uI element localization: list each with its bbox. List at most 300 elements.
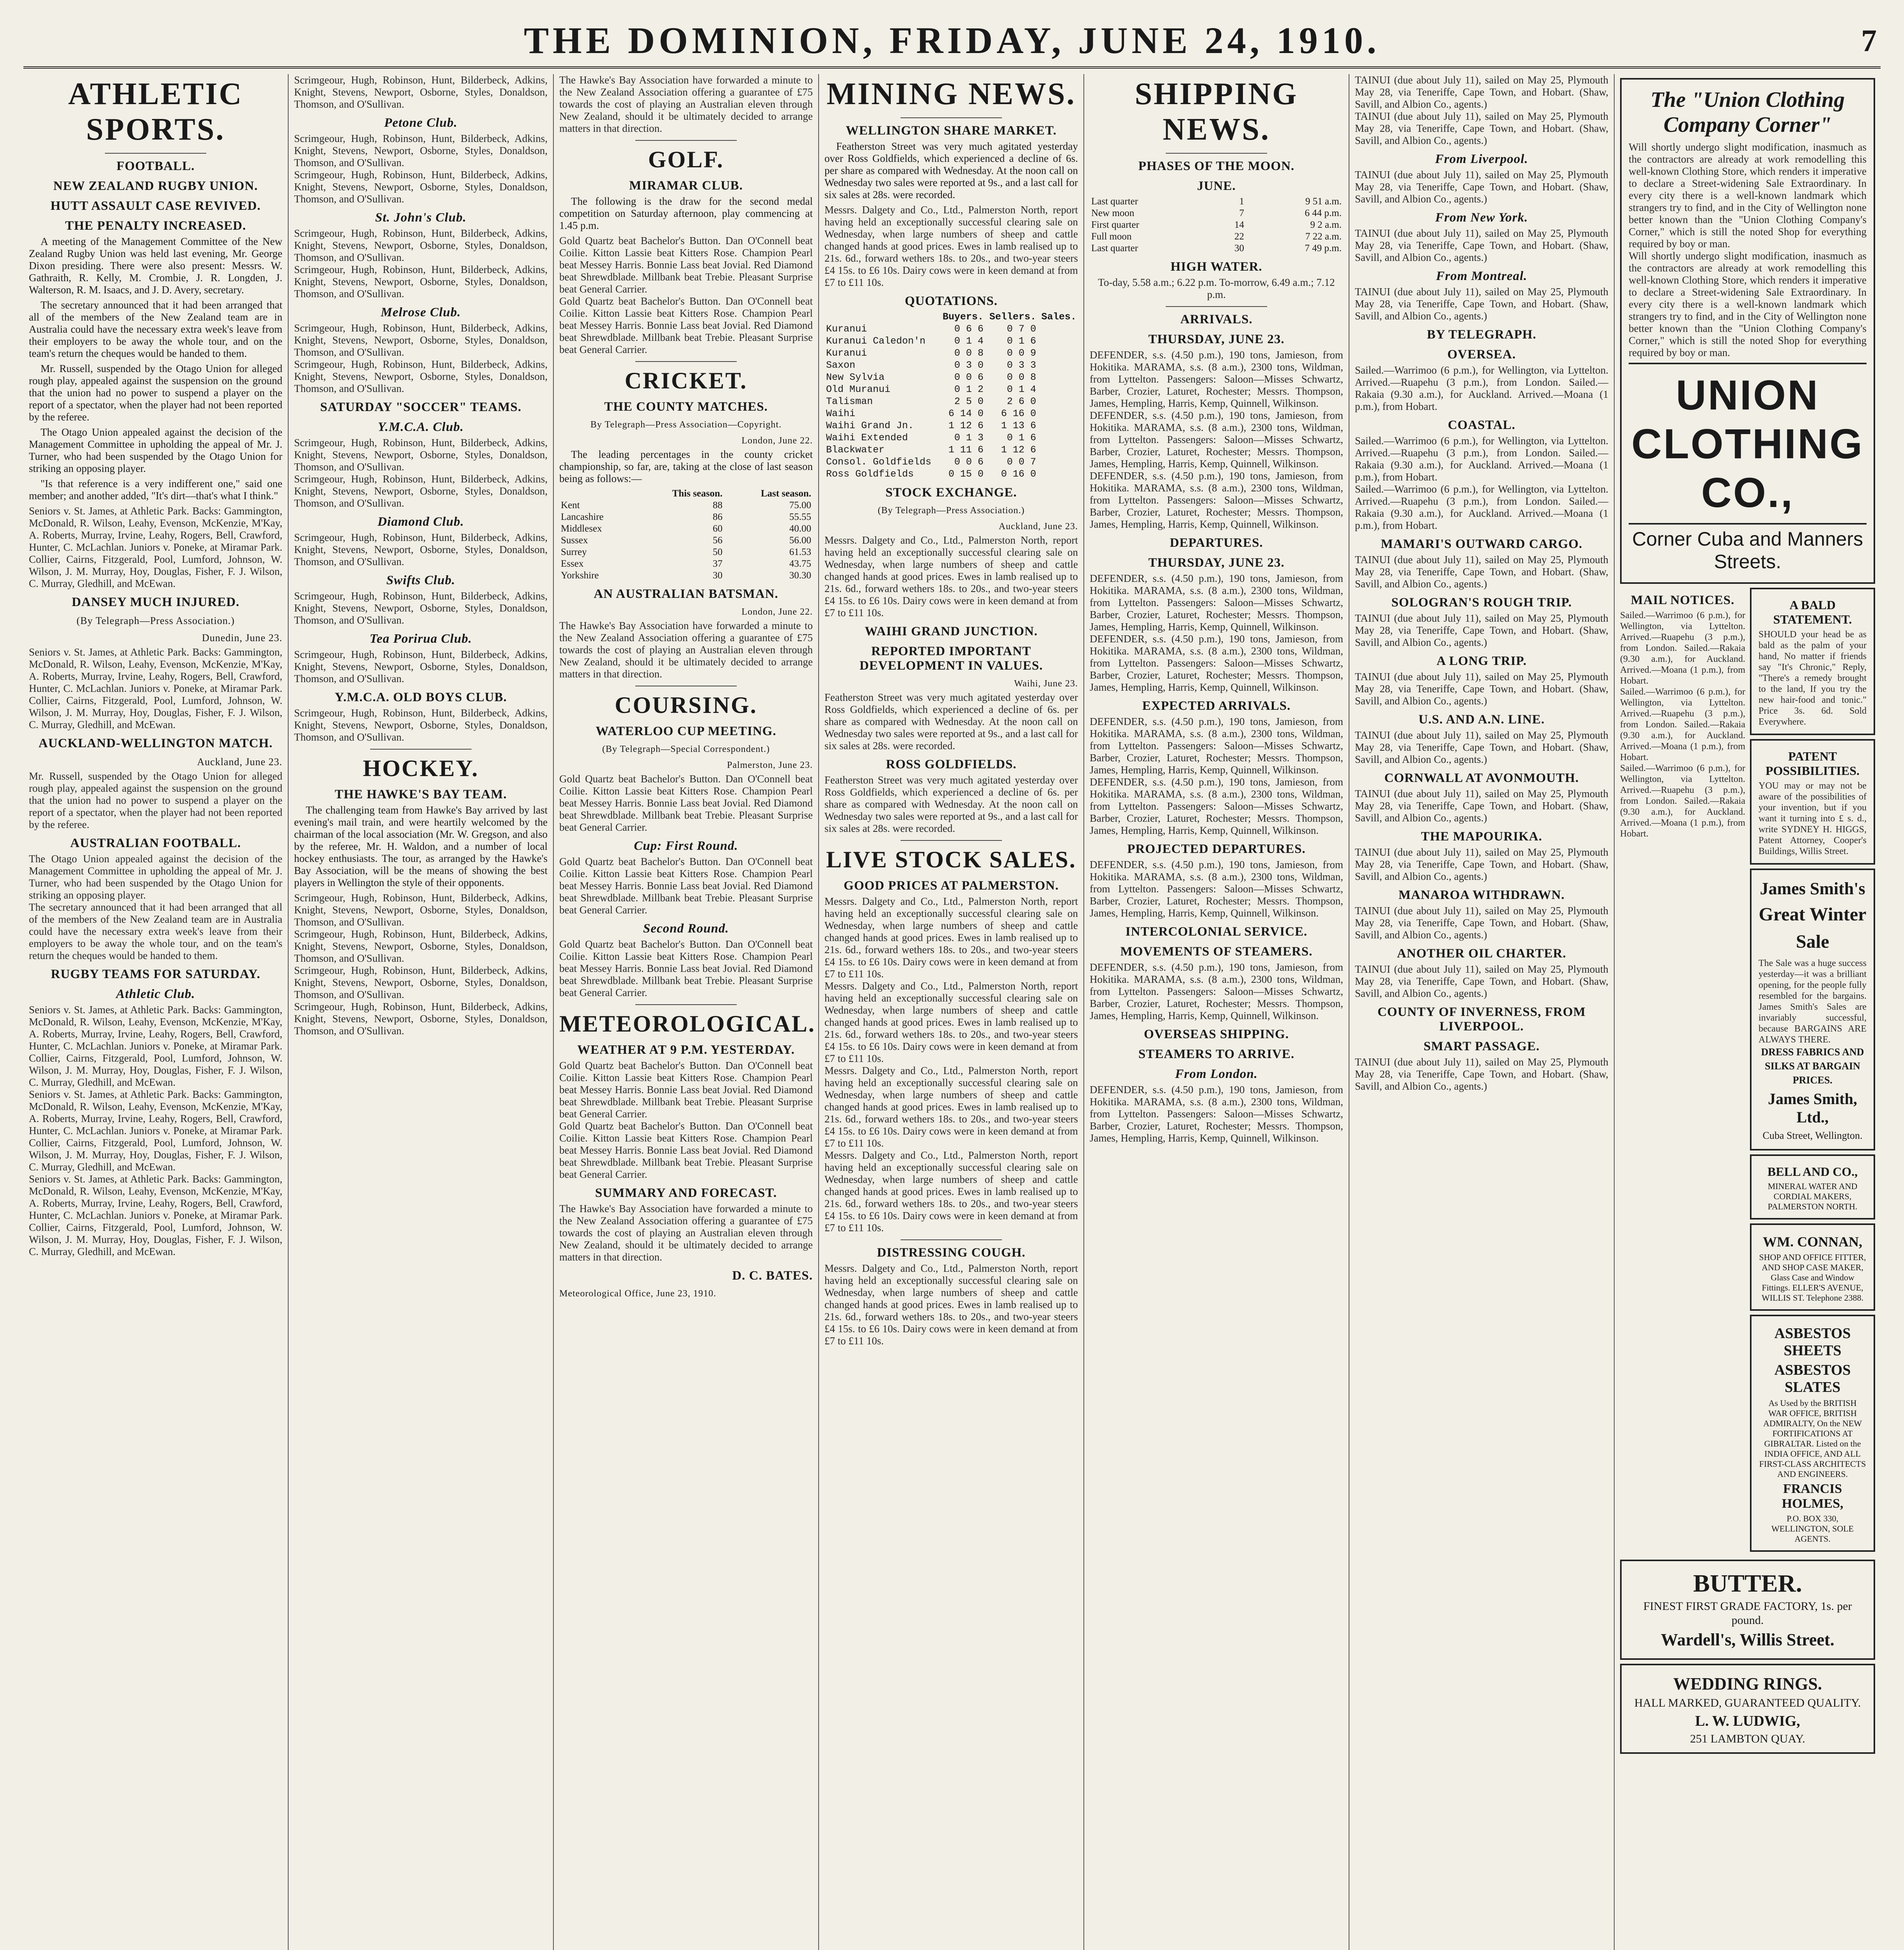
- mail-notices: [1620, 588, 1745, 1556]
- article-text: DEFENDER, s.s. (4.50 p.m.), 190 tons, Jamieson, from Hokitika. MARAMA, s.s. (8 a.m.), 2300 tons, Wildman, from Lyttelton. Passengers: Saloon—Misses Schwartz, Barber, Crozier, Laturet, Rochester; Messrs. Thompson, James, Hempling, Harris, Kemp, Quinnell, Wilkinson.: [1090, 859, 1343, 919]
- table-cell: Essex: [561, 558, 584, 569]
- article-text: DEFENDER, s.s. (4.50 p.m.), 190 tons, Jamieson, from Hokitika. MARAMA, s.s. (8 a.m.), 2300 tons, Wildman, from Lyttelton. Passengers: Saloon—Misses Schwartz, Barber, Crozier, Laturet, Rochester; Messrs. Thompson, James, Hempling, Harris, Kemp, Quinnell, Wilkinson.: [1090, 633, 1343, 693]
- table-row: [824, 420, 1078, 432]
- article-text: DEFENDER, s.s. (4.50 p.m.), 190 tons, Jamieson, from Hokitika. MARAMA, s.s. (8 a.m.), 2300 tons, Wildman, from Lyttelton. Passengers: Saloon—Misses Schwartz, Barber, Crozier, Laturet, Rochester; Messrs. Thompson, James, Hempling, Harris, Kemp, Quinnell, Wilkinson.: [1090, 961, 1343, 1021]
- article-text: DEFENDER, s.s. (4.50 p.m.), 190 tons, Jamieson, from Hokitika. MARAMA, s.s. (8 a.m.), 2300 tons, Wildman, from Lyttelton. Passengers: Saloon—Misses Schwartz, Barber, Crozier, Laturet, Rochester; Messrs. Thompson, James, Hempling, Harris, Kemp, Quinnell, Wilkinson.: [1090, 716, 1343, 776]
- table-cell: Waihi Grand Jn.: [826, 420, 914, 431]
- table-cell: 0 3 3: [1007, 360, 1036, 371]
- section-heading: CRICKET.: [624, 368, 748, 394]
- ad-company-name: L. W. LUDWIG,: [1695, 1713, 1800, 1729]
- subheading: Petone Club.: [384, 116, 457, 130]
- article-text: TAINUI (due about July 11), sailed on May 25, Plymouth May 28, via Teneriffe, Cape Town, and Hobart. (Shaw, Savill, and Albion Co., agents.): [1355, 110, 1608, 146]
- divider: [370, 749, 472, 750]
- subheading: COUNTY OF INVERNESS, FROM LIVERPOOL.: [1377, 1005, 1586, 1034]
- article-text: Messrs. Dalgety and Co., Ltd., Palmerston North, report having held an exceptionally successful clearing sale on Wednesday, when large numbers of sheep and cattle changed hands at good prices. Ewes in lamb realised up to 21s. 6d., forward wethers 18s. to 20s., and two-year steers £4 15s. to £6 10s. Dairy cows were in keen demand at from £7 to £11 10s.: [824, 204, 1078, 288]
- table-header: Last season.: [761, 488, 811, 499]
- section-heading: SHIPPING NEWS.: [1135, 77, 1298, 147]
- subheading: PROJECTED DEPARTURES.: [1127, 842, 1306, 856]
- ad-headline: A BALD STATEMENT.: [1773, 598, 1852, 626]
- table-cell: Sussex: [561, 535, 588, 546]
- dateline: London, June 22.: [741, 436, 813, 446]
- article-text: Scrimgeour, Hugh, Robinson, Hunt, Bilderbeck, Adkins, Knight, Stevens, Newport, Osborne, Styles, Donaldson, Thomson, and O'Sullivan.: [294, 532, 548, 567]
- column-sport-teams: [289, 74, 554, 1950]
- article-text: Gold Quartz beat Bachelor's Button. Dan O'Connell beat Coilie. Kitton Lassie beat Kitters Rose. Champion Pearl beat Messey Harris. Bonnie Lass beat Jovial. Red Diamond beat Shrewdblade. Millbank beat Trebie. Pleasant Surprise beat General Carrier.: [559, 856, 813, 916]
- article-text: Scrimgeour, Hugh, Robinson, Hunt, Bilderbeck, Adkins, Knight, Stevens, Newport, Osborne, Styles, Donaldson, Thomson, and O'Sullivan.: [294, 473, 548, 509]
- subheading: Tea Porirua Club.: [369, 632, 472, 646]
- subheading: PHASES OF THE MOON.: [1138, 159, 1295, 173]
- table-cell: 0 1 6: [1007, 432, 1036, 443]
- article-text: DEFENDER, s.s. (4.50 p.m.), 190 tons, Jamieson, from Hokitika. MARAMA, s.s. (8 a.m.), 2300 tons, Wildman, from Lyttelton. Passengers: Saloon—Misses Schwartz, Barber, Crozier, Laturet, Rochester; Messrs. Thompson, James, Hempling, Harris, Kemp, Quinnell, Wilkinson.: [1090, 349, 1343, 409]
- article-text: Scrimgeour, Hugh, Robinson, Hunt, Bilderbeck, Adkins, Knight, Stevens, Newport, Osborne, Styles, Donaldson, Thomson, and O'Sullivan.: [294, 169, 548, 205]
- divider: [635, 1004, 737, 1005]
- article-text: TAINUI (due about July 11), sailed on May 25, Plymouth May 28, via Teneriffe, Cape Town, and Hobart. (Shaw, Savill, and Albion Co., agents.): [1355, 846, 1608, 882]
- subheading: SOLOGRAN'S ROUGH TRIP.: [1391, 596, 1572, 610]
- table-row: [824, 383, 1078, 395]
- article-text: Messrs. Dalgety and Co., Ltd., Palmerston North, report having held an exceptionally successful clearing sale on Wednesday, when large numbers of sheep and cattle changed hands at good prices. Ewes in lamb realised up to 21s. 6d., forward wethers 18s. to 20s., and two-year steers £4 15s. to £6 10s. Dairy cows were in keen demand at from £7 to £11 10s.: [824, 1065, 1078, 1149]
- article-text: The Hawke's Bay Association have forwarded a minute to the New Zealand Association offering a guarantee of £75 towards the cost of playing an Australian eleven through New Zealand, should it be ultimately decided to arrange matters in that direction.: [559, 74, 813, 134]
- ad-headline: BELL AND CO.,: [1767, 1165, 1858, 1179]
- table-cell: 30: [1234, 243, 1244, 254]
- ad-headline: Great Winter Sale: [1759, 904, 1867, 952]
- table-header: Buyers.: [942, 311, 984, 323]
- subheading: Y.M.C.A. OLD BOYS CLUB.: [335, 690, 507, 704]
- signature: D. C. BATES.: [732, 1269, 813, 1283]
- ad-company-name: Wardell's, Willis Street.: [1661, 1630, 1835, 1649]
- dateline: Auckland, June 23.: [998, 521, 1078, 532]
- table-cell: Waihi: [826, 408, 856, 419]
- table-cell: Saxon: [826, 360, 856, 371]
- subheading: DANSEY MUCH INJURED.: [71, 595, 240, 609]
- masthead: [23, 8, 1881, 69]
- dateline: (By Telegraph—Press Association.): [76, 615, 235, 626]
- dateline: London, June 22.: [741, 607, 813, 617]
- subheading: FOOTBALL.: [116, 159, 195, 173]
- table-cell: Surrey: [561, 547, 587, 557]
- article-text: Sailed.—Warrimoo (6 p.m.), for Wellington, via Lyttelton. Arrived.—Ruapehu (3 p.m.), from London. Sailed.—Rakaia (9.30 a.m.), for Auckland. Arrived.—Moana (1 p.m.), from Hobart.: [1620, 687, 1745, 762]
- table-cell: [1038, 323, 1078, 335]
- table-cell: 0 1 4: [1007, 384, 1036, 395]
- table-cell: Last quarter: [1091, 196, 1138, 207]
- subheading: ARRIVALS.: [1180, 312, 1253, 326]
- table-row: [559, 546, 813, 558]
- ad-headline: WEDDING RINGS.: [1673, 1674, 1822, 1693]
- table-row: [1090, 231, 1343, 243]
- subheading: Second Round.: [643, 922, 729, 936]
- ad-headline: ASBESTOS SLATES: [1774, 1362, 1851, 1395]
- ad-company-name: UNION CLOTHING CO.,: [1629, 363, 1867, 525]
- table-row: [559, 570, 813, 581]
- dateline: Auckland, June 23.: [197, 756, 282, 768]
- divider: [901, 117, 1002, 118]
- article-text: DEFENDER, s.s. (4.50 p.m.), 190 tons, Jamieson, from Hokitika. MARAMA, s.s. (8 a.m.), 2300 tons, Wildman, from Lyttelton. Passengers: Saloon—Misses Schwartz, Barber, Crozier, Laturet, Rochester; Messrs. Thompson, James, Hempling, Harris, Kemp, Quinnell, Wilkinson.: [1090, 470, 1343, 530]
- dateline: By Telegraph—Press Association—Copyright.: [590, 420, 782, 430]
- subheading: U.S. AND A.N. LINE.: [1418, 713, 1545, 727]
- ad-side: [1750, 588, 1875, 1556]
- subheading: Swifts Club.: [386, 573, 456, 587]
- table-cell: 0 6 6: [954, 323, 984, 335]
- article-text: Messrs. Dalgety and Co., Ltd., Palmerston North, report having held an exceptionally successful clearing sale on Wednesday, when large numbers of sheep and cattle changed hands at good prices. Ewes in lamb realised up to 21s. 6d., forward wethers 18s. to 20s., and two-year steers £4 15s. to £6 10s. Dairy cows were in keen demand at from £7 to £11 10s.: [824, 1149, 1078, 1234]
- table-header: [559, 488, 635, 500]
- divider: [901, 1239, 1002, 1240]
- ad-company-name: James Smith, Ltd.,: [1768, 1090, 1857, 1126]
- table-cell: 0 0 9: [1007, 347, 1036, 359]
- subheading: MAIL NOTICES.: [1631, 593, 1735, 607]
- subheading: AUSTRALIAN FOOTBALL.: [70, 836, 241, 850]
- table-cell: [1038, 444, 1078, 456]
- article-text: Gold Quartz beat Bachelor's Button. Dan O'Connell beat Coilie. Kitton Lassie beat Kitters Rose. Champion Pearl beat Messey Harris. Bonnie Lass beat Jovial. Red Diamond beat Shrewdblade. Millbank beat Trebie. Pleasant Surprise beat General Carrier.: [559, 938, 813, 998]
- article-text: Featherston Street was very much agitated yesterday over Ross Goldfields, which experienced a decline of 6s. per share as compared with Wednesday. At the noon call on Wednesday two sales were reported at 9s., and a last call for six sales at 28s. were recorded.: [824, 774, 1078, 834]
- table-header-row: [559, 488, 813, 500]
- ad-headline: James Smith's: [1760, 879, 1865, 898]
- table-cell: 1: [1239, 196, 1244, 207]
- article-text: TAINUI (due about July 11), sailed on May 25, Plymouth May 28, via Teneriffe, Cape Town, and Hobart. (Shaw, Savill, and Albion Co., agents.): [1355, 74, 1608, 110]
- subheading: RUGBY TEAMS FOR SATURDAY.: [51, 967, 261, 981]
- article-text: Scrimgeour, Hugh, Robinson, Hunt, Bilderbeck, Adkins, Knight, Stevens, Newport, Osborne, Styles, Donaldson, Thomson, and O'Sullivan.: [294, 590, 548, 626]
- column-athletic-sports: [23, 74, 289, 1950]
- table-header: Sales.: [1041, 311, 1076, 323]
- table-row: [824, 408, 1078, 420]
- table-cell: 9 2 a.m.: [1310, 220, 1342, 230]
- table-cell: 0 0 8: [954, 347, 984, 359]
- moon-table: [1090, 196, 1343, 254]
- table-cell: 6 14 0: [948, 408, 984, 419]
- ad-wedding-rings: [1620, 1664, 1875, 1754]
- subheading: DISTRESSING COUGH.: [877, 1246, 1026, 1260]
- table-cell: 1 12 6: [1001, 444, 1036, 456]
- section-heading: HOCKEY.: [363, 755, 479, 781]
- subheading: JUNE.: [1197, 179, 1236, 193]
- divider: [1166, 306, 1267, 307]
- table-cell: 0 7 0: [1007, 323, 1036, 335]
- subheading: BY TELEGRAPH.: [1427, 328, 1537, 342]
- subheading: SMART PASSAGE.: [1424, 1039, 1540, 1053]
- subheading: THURSDAY, JUNE 23.: [1148, 556, 1285, 570]
- divider: [635, 361, 737, 362]
- article-text: Featherston Street was very much agitated yesterday over Ross Goldfields, which experienced a decline of 6s. per share as compared with Wednesday. At the noon call on Wednesday two sales were reported at 9s., and a last call for six sales at 28s. were recorded.: [824, 691, 1078, 752]
- article-paragraph: "Is that reference is a very indifferent one," said one member; and another added, "It's dirt—that's what I think.": [29, 478, 282, 502]
- subheading: SUMMARY AND FORECAST.: [595, 1186, 777, 1200]
- article-text: TAINUI (due about July 11), sailed on May 25, Plymouth May 28, via Teneriffe, Cape Town, and Hobart. (Shaw, Savill, and Albion Co., agents.): [1355, 905, 1608, 941]
- article-text: TAINUI (due about July 11), sailed on May 25, Plymouth May 28, via Teneriffe, Cape Town, and Hobart. (Shaw, Savill, and Albion Co., agents.): [1355, 1056, 1608, 1092]
- ad-text: Will shortly undergo slight modification, inasmuch as the contractors are already at work remodelling this well-known Clothing Store, which renders it imperative to declare a Street-widening Sale Extraordinary. In every city there is a well-known landmark which strangers try to find, and in the City of Wellington none better known than the "Union Clothing Company's Corner," which is still the noted Shop for everything required by boy or man.: [1629, 141, 1867, 250]
- article-text: Seniors v. St. James, at Athletic Park. Backs: Gammington, McDonald, R. Wilson, Leahy, Evenson, McKenzie, M'Kay, A. Roberts, Murray, Irvine, Leahy, Rogers, Bell, Crawford, Hunter, C. McLachlan. Juniors v. Poneke, at Miramar Park. Collier, Cairns, Fitzgerald, Pool, Lumford, Johnson, W. Wilson, J. M. Murray, Hoy, Douglas, Fisher, F. J. Wilson, C. Murray, Gledhill, and McEwan.: [29, 1173, 282, 1257]
- subheading: AUCKLAND-WELLINGTON MATCH.: [38, 736, 273, 750]
- article-text: Gold Quartz beat Bachelor's Button. Dan O'Connell beat Coilie. Kitton Lassie beat Kitters Rose. Champion Pearl beat Messey Harris. Bonnie Lass beat Jovial. Red Diamond beat Shrewdblade. Millbank beat Trebie. Pleasant Surprise beat General Carrier.: [559, 1060, 813, 1120]
- ad-text: SHOULD your head be as bald as the palm of your hand, No matter if friends say "It's Chronic," Reply, "There's a remedy brought to the land, If you try the new hair-food and tonic." Price 3s. 6d. Sold Everywhere.: [1759, 629, 1867, 727]
- article-text: Sailed.—Warrimoo (6 p.m.), for Wellington, via Lyttelton. Arrived.—Ruapehu (3 p.m.), from London. Sailed.—Rakaia (9.30 a.m.), for Auckland. Arrived.—Moana (1 p.m.), from Hobart.: [1620, 763, 1745, 839]
- table-cell: [1038, 420, 1078, 432]
- article-text: Scrimgeour, Hugh, Robinson, Hunt, Bilderbeck, Adkins, Knight, Stevens, Newport, Osborne, Styles, Donaldson, Thomson, and O'Sullivan.: [294, 707, 548, 743]
- subheading: THE MAPOURIKA.: [1421, 830, 1542, 844]
- table-row: [559, 523, 813, 535]
- subheading: SATURDAY "SOCCER" TEAMS.: [320, 400, 522, 414]
- subheading: ROSS GOLDFIELDS.: [886, 757, 1017, 771]
- table-cell: 2 5 0: [954, 396, 984, 407]
- table-cell: 61.53: [789, 547, 811, 557]
- article-text: TAINUI (due about July 11), sailed on May 25, Plymouth May 28, via Teneriffe, Cape Town, and Hobart. (Shaw, Savill, and Albion Co., agents.): [1355, 554, 1608, 590]
- article-text: Scrimgeour, Hugh, Robinson, Hunt, Bilderbeck, Adkins, Knight, Stevens, Newport, Osborne, Styles, Donaldson, Thomson, and O'Sullivan.: [294, 74, 548, 110]
- subheading: COASTAL.: [1448, 418, 1516, 432]
- article-text: Mr. Russell, suspended by the Otago Union for alleged rough play, appealed against the suspension on the ground that the union had no power to suspend a player on the report of a spectator, when the player had not been reported by the referee.: [29, 770, 282, 830]
- table-cell: Waihi Extended: [826, 432, 908, 443]
- page-title: THE DOMINION, FRIDAY, JUNE 24, 1910.: [524, 20, 1380, 61]
- dateline: Waihi, June 23.: [1014, 679, 1078, 689]
- table-cell: 0 15 0: [948, 468, 984, 480]
- section-heading: LIVE STOCK SALES.: [826, 847, 1076, 872]
- subheading: Athletic Club.: [116, 987, 195, 1001]
- subheading: HIGH WATER.: [1170, 260, 1262, 274]
- table-row: [824, 444, 1078, 456]
- article-text: Sailed.—Warrimoo (6 p.m.), for Wellington, via Lyttelton. Arrived.—Ruapehu (3 p.m.), from London. Sailed.—Rakaia (9.30 a.m.), for Auckland. Arrived.—Moana (1 p.m.), from Hobart.: [1355, 435, 1608, 483]
- table-cell: Kuranui Caledon'n: [826, 335, 926, 347]
- table-cell: [1038, 468, 1078, 480]
- table-row: [1090, 207, 1343, 219]
- ad-text: As Used by the BRITISH WAR OFFICE, BRITISH ADMIRALTY, On the NEW FORTIFICATIONS AT GIBRALTAR. Listed on the INDIA OFFICE, AND ALL FIRST-CLASS ARCHITECTS AND ENGINEERS.: [1759, 1398, 1866, 1479]
- article-text: TAINUI (due about July 11), sailed on May 25, Plymouth May 28, via Teneriffe, Cape Town, and Hobart. (Shaw, Savill, and Albion Co., agents.): [1355, 169, 1608, 205]
- table-cell: 0 1 6: [1007, 335, 1036, 347]
- table-cell: 1 11 6: [948, 444, 984, 456]
- subheading: THE PENALTY INCREASED.: [65, 219, 246, 233]
- article-text: Seniors v. St. James, at Athletic Park. Backs: Gammington, McDonald, R. Wilson, Leahy, Evenson, McKenzie, M'Kay, A. Roberts, Murray, Irvine, Leahy, Rogers, Bell, Crawford, Hunter, C. McLachlan. Juniors v. Poneke, at Miramar Park. Collier, Cairns, Fitzgerald, Pool, Lumford, Johnson, W. Wilson, J. M. Murray, Hoy, Douglas, Fisher, F. J. Wilson, C. Murray, Gledhill, and McEwan.: [29, 1004, 282, 1088]
- table-cell: [1038, 408, 1078, 420]
- table-cell: 86: [713, 512, 723, 522]
- subheading: OVERSEA.: [1447, 347, 1516, 362]
- table-cell: Yorkshire: [561, 570, 599, 581]
- quotations-table: [824, 311, 1078, 480]
- article-paragraph: The following is the draw for the second medal competition on Saturday afternoon, play commencing at 1.45 p.m.: [559, 195, 813, 231]
- dateline: (By Telegraph—Special Correspondent.): [602, 744, 770, 754]
- article-paragraph: The challenging team from Hawke's Bay arrived by last evening's mail train, and were heartily welcomed by the chairman of the local association (Mr. W. Gregson, and also by the referee, Mr. H. Waldon, and a number of local hockey enthusiasts. The tour, as arranged by the Hawke's Bay Association, will be the means of showing the best players in Wellington the style of their opponents.: [294, 804, 548, 888]
- table-cell: 14: [1234, 220, 1244, 230]
- article-text: Scrimgeour, Hugh, Robinson, Hunt, Bilderbeck, Adkins, Knight, Stevens, Newport, Osborne, Styles, Donaldson, Thomson, and O'Sullivan.: [294, 358, 548, 394]
- ad-row: [1620, 588, 1875, 1556]
- article-text: Gold Quartz beat Bachelor's Button. Dan O'Connell beat Coilie. Kitton Lassie beat Kitters Rose. Champion Pearl beat Messey Harris. Bonnie Lass beat Jovial. Red Diamond beat Shrewdblade. Millbank beat Trebie. Pleasant Surprise beat General Carrier.: [559, 1120, 813, 1180]
- subheading: HUTT ASSAULT CASE REVIVED.: [50, 199, 261, 213]
- table-cell: New moon: [1091, 208, 1135, 218]
- subheading: MOVEMENTS OF STEAMERS.: [1120, 945, 1313, 959]
- ad-headline: The "Union Clothing Company Corner": [1650, 88, 1845, 137]
- article-text: The Otago Union appealed against the decision of the Management Committee in upholding the appeal of Mr. J. Turner, who had been suspended by the Otago Union for striking an opposing player.: [29, 853, 282, 901]
- divider: [105, 153, 206, 154]
- page-number: 7: [1861, 24, 1877, 58]
- table-cell: 30.30: [789, 570, 811, 581]
- dateline: Palmerston, June 23.: [727, 760, 813, 770]
- dateline: Dunedin, June 23.: [202, 632, 282, 644]
- subheading: From Montreal.: [1436, 269, 1528, 283]
- table-cell: 7 49 p.m.: [1305, 243, 1342, 254]
- ad-connan: [1750, 1223, 1875, 1311]
- article-text: Seniors v. St. James, at Athletic Park. Backs: Gammington, McDonald, R. Wilson, Leahy, Evenson, McKenzie, M'Kay, A. Roberts, Murray, Irvine, Leahy, Rogers, Bell, Crawford, Hunter, C. McLachlan. Juniors v. Poneke, at Miramar Park. Collier, Cairns, Fitzgerald, Pool, Lumford, Johnson, W. Wilson, J. M. Murray, Hoy, Douglas, Fisher, F. J. Wilson, C. Murray, Gledhill, and McEwan.: [29, 1088, 282, 1173]
- table-cell: 0 16 0: [1001, 468, 1036, 480]
- table-cell: 2 6 0: [1007, 396, 1036, 407]
- ad-text: MINERAL WATER AND CORDIAL MAKERS, PALMERSTON NORTH.: [1767, 1181, 1858, 1211]
- table-cell: 30: [713, 570, 723, 581]
- article-paragraph: The leading percentages in the county cricket championship, so far, are, taking at the close of last season being as follows:—: [559, 448, 813, 484]
- table-header: This season.: [672, 488, 723, 499]
- divider: [1166, 153, 1267, 154]
- table-cell: Consol. Goldfields: [826, 456, 932, 468]
- table-cell: 60: [713, 523, 723, 534]
- table-cell: 50: [713, 547, 723, 557]
- ad-address: Corner Cuba and Manners Streets.: [1632, 528, 1863, 573]
- table-row: [559, 558, 813, 570]
- subheading: STEAMERS TO ARRIVE.: [1138, 1047, 1295, 1061]
- article-text: Scrimgeour, Hugh, Robinson, Hunt, Bilderbeck, Adkins, Knight, Stevens, Newport, Osborne, Styles, Donaldson, Thomson, and O'Sullivan.: [294, 264, 548, 300]
- ad-james-smith: [1750, 869, 1875, 1150]
- table-row: [824, 347, 1078, 359]
- article-text: Sailed.—Warrimoo (6 p.m.), for Wellington, via Lyttelton. Arrived.—Ruapehu (3 p.m.), from London. Sailed.—Rakaia (9.30 a.m.), for Auckland. Arrived.—Moana (1 p.m.), from Hobart.: [1355, 483, 1608, 531]
- article-text: Scrimgeour, Hugh, Robinson, Hunt, Bilderbeck, Adkins, Knight, Stevens, Newport, Osborne, Styles, Donaldson, Thomson, and O'Sullivan.: [294, 649, 548, 684]
- table-row: [824, 323, 1078, 335]
- table-cell: 0 3 0: [954, 360, 984, 371]
- table-cell: Lancashire: [561, 512, 604, 522]
- table-cell: Talisman: [826, 396, 873, 407]
- subheading: ANOTHER OIL CHARTER.: [1397, 947, 1567, 961]
- ad-company-name: FRANCIS HOLMES,: [1782, 1482, 1844, 1511]
- article-text: Scrimgeour, Hugh, Robinson, Hunt, Bilderbeck, Adkins, Knight, Stevens, Newport, Osborne, Styles, Donaldson, Thomson, and O'Sullivan.: [294, 322, 548, 358]
- table-cell: 0 0 6: [954, 456, 984, 468]
- table-cell: 1 12 6: [948, 420, 984, 431]
- subheading: From London.: [1175, 1067, 1258, 1081]
- ad-text: HALL MARKED, GUARANTEED QUALITY.: [1634, 1696, 1861, 1709]
- table-cell: 9 51 a.m.: [1305, 196, 1342, 207]
- article-text: DEFENDER, s.s. (4.50 p.m.), 190 tons, Jamieson, from Hokitika. MARAMA, s.s. (8 a.m.), 2300 tons, Wildman, from Lyttelton. Passengers: Saloon—Misses Schwartz, Barber, Crozier, Laturet, Rochester; Messrs. Thompson, James, Hempling, Harris, Kemp, Quinnell, Wilkinson.: [1090, 410, 1343, 470]
- section-heading: ATHLETIC SPORTS.: [68, 77, 243, 147]
- article-text: Scrimgeour, Hugh, Robinson, Hunt, Bilderbeck, Adkins, Knight, Stevens, Newport, Osborne, Styles, Donaldson, Thomson, and O'Sullivan.: [294, 892, 548, 928]
- table-cell: [1038, 371, 1078, 383]
- table-cell: 55.55: [789, 512, 811, 522]
- table-row: [824, 468, 1078, 480]
- article-text: The Hawke's Bay Association have forwarded a minute to the New Zealand Association offering a guarantee of £75 towards the cost of playing an Australian eleven through New Zealand, should it be ultimately decided to arrange matters in that direction.: [559, 620, 813, 680]
- ad-address: P.O. BOX 330, WELLINGTON, SOLE AGENTS.: [1771, 1514, 1854, 1544]
- article-text: Scrimgeour, Hugh, Robinson, Hunt, Bilderbeck, Adkins, Knight, Stevens, Newport, Osborne, Styles, Donaldson, Thomson, and O'Sullivan.: [294, 964, 548, 1000]
- table-row: [824, 456, 1078, 468]
- table-body: [824, 323, 1078, 480]
- table-cell: 75.00: [789, 500, 811, 511]
- subheading: STOCK EXCHANGE.: [885, 486, 1017, 500]
- section-heading: COURSING.: [615, 692, 757, 718]
- table-cell: [1038, 395, 1078, 408]
- subheading: THE COUNTY MATCHES.: [604, 400, 768, 414]
- article-text: Scrimgeour, Hugh, Robinson, Hunt, Bilderbeck, Adkins, Knight, Stevens, Newport, Osborne, Styles, Donaldson, Thomson, and O'Sullivan.: [294, 437, 548, 473]
- subheading: NEW ZEALAND RUGBY UNION.: [53, 179, 258, 193]
- ad-headline: ASBESTOS SHEETS: [1774, 1325, 1851, 1359]
- article-text: TAINUI (due about July 11), sailed on May 25, Plymouth May 28, via Teneriffe, Cape Town, and Hobart. (Shaw, Savill, and Albion Co., agents.): [1355, 788, 1608, 824]
- ad-text: SHOP AND OFFICE FITTER, AND SHOP CASE MAKER, Glass Case and Window Fittings. ELLER'S AVENUE, WILLIS ST. Telephone 2388.: [1759, 1252, 1866, 1303]
- section-heading: GOLF.: [648, 147, 724, 172]
- table-cell: 0 1 2: [954, 384, 984, 395]
- table-cell: 6 44 p.m.: [1305, 208, 1342, 218]
- table-cell: [1038, 335, 1078, 347]
- article-text: Seniors v. St. James, at Athletic Park. Backs: Gammington, McDonald, R. Wilson, Leahy, Evenson, McKenzie, M'Kay, A. Roberts, Murray, Irvine, Leahy, Rogers, Bell, Crawford, Hunter, C. McLachlan. Juniors v. Poneke, at Miramar Park. Collier, Cairns, Fitzgerald, Pool, Lumford, Johnson, W. Wilson, J. M. Murray, Hoy, Douglas, Fisher, F. J. Wilson, C. Murray, Gledhill, and McEwan.: [29, 646, 282, 730]
- table-cell: Ross Goldfields: [826, 468, 914, 480]
- table-cell: Kuranui: [826, 323, 867, 335]
- table-cell: Full moon: [1091, 231, 1132, 242]
- table-cell: [1038, 383, 1078, 395]
- subheading: THURSDAY, JUNE 23.: [1148, 332, 1285, 346]
- table-cell: 0 1 3: [954, 432, 984, 443]
- subheading: MAMARI'S OUTWARD CARGO.: [1381, 537, 1583, 551]
- ad-text: Will shortly undergo slight modification, inasmuch as the contractors are already at work remodelling this well-known Clothing Store, which renders it imperative to declare a Street-widening Sale Extraordinary. In every city there is a well-known landmark which strangers try to find, and in the City of Wellington none better known than the "Union Clothing Company's Corner," which is still the noted Shop for everything required by boy or man.: [1629, 250, 1867, 358]
- divider: [635, 140, 737, 141]
- table-cell: Last quarter: [1091, 243, 1138, 254]
- ad-text: FINEST FIRST GRADE FACTORY, 1s. per pound.: [1643, 1600, 1852, 1627]
- ad-asbestos: [1750, 1315, 1875, 1552]
- table-cell: Kent: [561, 500, 580, 511]
- subheading: A LONG TRIP.: [1436, 654, 1527, 668]
- table-body: [1090, 196, 1343, 254]
- table-cell: First quarter: [1091, 220, 1139, 230]
- article-paragraph: The Otago Union appealed against the decision of the Management Committee in upholding the appeal of Mr. J. Turner, who had been suspended by the Otago Union for striking an opposing player.: [29, 426, 282, 474]
- table-cell: 1 13 6: [1001, 420, 1036, 431]
- article-text: Scrimgeour, Hugh, Robinson, Hunt, Bilderbeck, Adkins, Knight, Stevens, Newport, Osborne, Styles, Donaldson, Thomson, and O'Sullivan.: [294, 1001, 548, 1037]
- subheading: THE HAWKE'S BAY TEAM.: [335, 787, 507, 801]
- table-cell: 7 22 a.m.: [1305, 231, 1342, 242]
- table-row: [824, 432, 1078, 444]
- article-text: TAINUI (due about July 11), sailed on May 25, Plymouth May 28, via Teneriffe, Cape Town, and Hobart. (Shaw, Savill, and Albion Co., agents.): [1355, 671, 1608, 707]
- subheading: AN AUSTRALIAN BATSMAN.: [594, 587, 778, 601]
- article-text: TAINUI (due about July 11), sailed on May 25, Plymouth May 28, via Teneriffe, Cape Town, and Hobart. (Shaw, Savill, and Albion Co., agents.): [1355, 286, 1608, 322]
- article-text: DEFENDER, s.s. (4.50 p.m.), 190 tons, Jamieson, from Hokitika. MARAMA, s.s. (8 a.m.), 2300 tons, Wildman, from Lyttelton. Passengers: Saloon—Misses Schwartz, Barber, Crozier, Laturet, Rochester; Messrs. Thompson, James, Hempling, Harris, Kemp, Quinnell, Wilkinson.: [1090, 776, 1343, 836]
- ad-butter: [1620, 1560, 1875, 1660]
- article-text: Messrs. Dalgety and Co., Ltd., Palmerston North, report having held an exceptionally successful clearing sale on Wednesday, when large numbers of sheep and cattle changed hands at good prices. Ewes in lamb realised up to 21s. 6d., forward wethers 18s. to 20s., and two-year steers £4 15s. to £6 10s. Dairy cows were in keen demand at from £7 to £11 10s.: [824, 1262, 1078, 1347]
- article-paragraph: Featherston Street was very much agitated yesterday over Ross Goldfields, which experienced a decline of 6s. per share as compared with Wednesday. At the noon call on Wednesday two sales were reported at 9s., and a last call for six sales at 28s. were recorded.: [824, 140, 1078, 200]
- table-header: Sellers.: [989, 311, 1036, 323]
- ad-bell: [1750, 1154, 1875, 1220]
- ad-union-clothing: [1620, 78, 1875, 584]
- article-text: Scrimgeour, Hugh, Robinson, Hunt, Bilderbeck, Adkins, Knight, Stevens, Newport, Osborne, Styles, Donaldson, Thomson, and O'Sullivan.: [294, 133, 548, 168]
- article-text: DEFENDER, s.s. (4.50 p.m.), 190 tons, Jamieson, from Hokitika. MARAMA, s.s. (8 a.m.), 2300 tons, Wildman, from Lyttelton. Passengers: Saloon—Misses Schwartz, Barber, Crozier, Laturet, Rochester; Messrs. Thompson, James, Hempling, Harris, Kemp, Quinnell, Wilkinson.: [1090, 573, 1343, 633]
- table-cell: 7: [1239, 208, 1244, 218]
- ad-address: Cuba Street, Wellington.: [1762, 1130, 1863, 1141]
- subheading: WEATHER AT 9 P.M. YESTERDAY.: [577, 1043, 795, 1057]
- table-cell: 43.75: [789, 558, 811, 569]
- dateline: Meteorological Office, June 23, 1910.: [559, 1289, 716, 1299]
- article-text: Sailed.—Warrimoo (6 p.m.), for Wellington, via Lyttelton. Arrived.—Ruapehu (3 p.m.), from London. Sailed.—Rakaia (9.30 a.m.), for Auckland. Arrived.—Moana (1 p.m.), from Hobart.: [1355, 364, 1608, 412]
- table-cell: 88: [713, 500, 723, 511]
- ad-address: 251 LAMBTON QUAY.: [1690, 1732, 1805, 1745]
- article-text: Messrs. Dalgety and Co., Ltd., Palmerston North, report having held an exceptionally successful clearing sale on Wednesday, when large numbers of sheep and cattle changed hands at good prices. Ewes in lamb realised up to 21s. 6d., forward wethers 18s. to 20s., and two-year steers £4 15s. to £6 10s. Dairy cows were in keen demand at from £7 to £11 10s.: [824, 534, 1078, 619]
- subheading: Melrose Club.: [381, 305, 461, 319]
- article-text: Messrs. Dalgety and Co., Ltd., Palmerston North, report having held an exceptionally successful clearing sale on Wednesday, when large numbers of sheep and cattle changed hands at good prices. Ewes in lamb realised up to 21s. 6d., forward wethers 18s. to 20s., and two-year steers £4 15s. to £6 10s. Dairy cows were in keen demand at from £7 to £11 10s.: [824, 980, 1078, 1064]
- subheading: INTERCOLONIAL SERVICE.: [1125, 925, 1308, 939]
- table-row: [559, 511, 813, 523]
- column-advertisements: [1615, 74, 1881, 1950]
- table-cell: 37: [713, 558, 723, 569]
- ad-text: The Sale was a huge success yesterday—it was a brilliant opening, for the people fully resembled for the bargains. James Smith's Sales are invariably successful, because BARGAINS ARE ALWAYS THERE.: [1759, 958, 1867, 1045]
- table-cell: 40.00: [789, 523, 811, 534]
- article-text: DEFENDER, s.s. (4.50 p.m.), 190 tons, Jamieson, from Hokitika. MARAMA, s.s. (8 a.m.), 2300 tons, Wildman, from Lyttelton. Passengers: Saloon—Misses Schwartz, Barber, Crozier, Laturet, Rochester; Messrs. Thompson, James, Hempling, Harris, Kemp, Quinnell, Wilkinson.: [1090, 1084, 1343, 1144]
- table-cell: 0 0 8: [1007, 372, 1036, 383]
- column-shipping-continued: [1349, 74, 1615, 1950]
- article-text: TAINUI (due about July 11), sailed on May 25, Plymouth May 28, via Teneriffe, Cape Town, and Hobart. (Shaw, Savill, and Albion Co., agents.): [1355, 227, 1608, 263]
- table-cell: Middlesex: [561, 523, 602, 534]
- table-row: [824, 359, 1078, 371]
- table-cell: 0 0 7: [1007, 456, 1036, 468]
- table-row: [824, 371, 1078, 383]
- article-text: Scrimgeour, Hugh, Robinson, Hunt, Bilderbeck, Adkins, Knight, Stevens, Newport, Osborne, Styles, Donaldson, Thomson, and O'Sullivan.: [294, 928, 548, 964]
- subheading: GOOD PRICES AT PALMERSTON.: [844, 879, 1059, 893]
- ad-text: DRESS FABRICS AND SILKS AT BARGAIN PRICES.: [1761, 1046, 1864, 1086]
- ad-patent: [1750, 739, 1875, 865]
- table-row: [1090, 243, 1343, 254]
- table-cell: [1038, 347, 1078, 359]
- article-text: The Hawke's Bay Association have forwarded a minute to the New Zealand Association offering a guarantee of £75 towards the cost of playing an Australian eleven through New Zealand, should it be ultimately decided to arrange matters in that direction.: [559, 1203, 813, 1263]
- ad-headline: PATENT POSSIBILITIES.: [1765, 749, 1860, 778]
- subheading: From Liverpool.: [1435, 152, 1528, 166]
- section-heading: MINING NEWS.: [826, 77, 1076, 111]
- column-shipping-news: [1084, 74, 1349, 1950]
